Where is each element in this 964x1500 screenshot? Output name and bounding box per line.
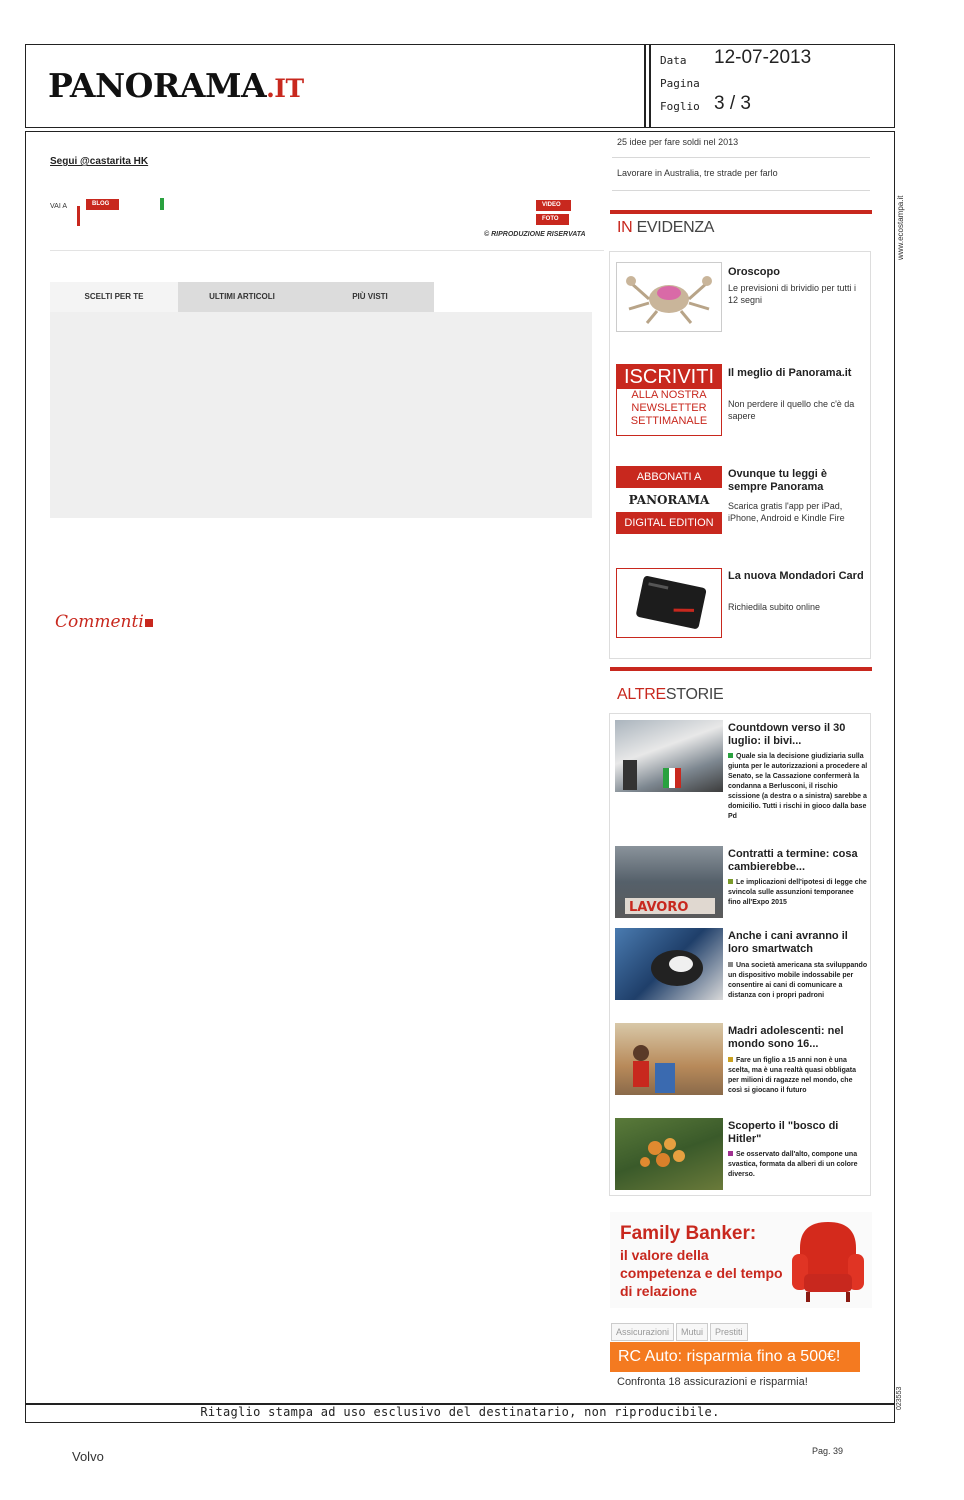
ad-subtitle: il valore della competenza e del tempo di relazione xyxy=(620,1247,783,1299)
data-label: Data xyxy=(660,54,687,67)
story-image[interactable] xyxy=(615,928,723,1000)
story-title[interactable]: Countdown verso il 30 luglio: il bivi... xyxy=(728,722,846,747)
divider xyxy=(612,157,870,158)
altre-storie-panel xyxy=(609,713,871,1196)
heading-rest: EVIDENZA xyxy=(636,219,715,236)
story-desc-text: Le implicazioni dell'ipotesi di legge che svincola sulle assunzioni temporanee fino all'Expo 2015 xyxy=(728,879,867,906)
confronta-text[interactable]: Confronta 18 assicurazioni e risparmia! xyxy=(617,1376,808,1388)
in-evidenza-panel xyxy=(609,251,871,659)
in-evidenza-heading xyxy=(617,219,714,237)
heading-red: IN xyxy=(617,219,633,236)
logo-suffix: .IT xyxy=(266,74,304,103)
bullet-icon xyxy=(728,962,733,967)
divider xyxy=(612,190,870,191)
data-value: 12-07-2013 xyxy=(714,47,812,68)
section-bar xyxy=(610,210,872,214)
story-desc xyxy=(728,961,868,1001)
flag-icon xyxy=(160,198,164,210)
evidenza-desc: Le previsioni di brividio per tutti i 12 segni xyxy=(728,283,857,305)
digital-edition-banner[interactable] xyxy=(616,466,722,538)
top-link[interactable]: 25 idee per fare soldi nel 2013 xyxy=(617,137,739,147)
iscriviti-text: ALLA NOSTRA xyxy=(631,389,707,401)
divider xyxy=(50,250,604,251)
section-bar xyxy=(610,667,872,671)
insurance-tabs xyxy=(611,1323,748,1341)
story-desc-text: Una società americana sta sviluppando un dispositivo mobile indossabile per consentire ai cani di comunicare a distanza con i propri padroni xyxy=(728,962,868,999)
iscriviti-text: NEWSLETTER xyxy=(631,402,707,414)
altre-storie-heading xyxy=(617,686,723,704)
page-number: Pag. 39 xyxy=(812,1446,844,1456)
tab-prestiti[interactable]: Prestiti xyxy=(710,1323,748,1341)
evidenza-title[interactable]: Oroscopo xyxy=(728,266,780,278)
story-title[interactable]: Anche i cani avranno il loro smartwatch xyxy=(728,930,848,955)
tab-assicurazioni[interactable]: Assicurazioni xyxy=(611,1323,674,1341)
foto-tag-button[interactable]: FOTO xyxy=(536,214,569,225)
story-desc xyxy=(728,878,868,908)
mondadori-card-image[interactable] xyxy=(616,568,722,638)
bullet-icon xyxy=(728,1151,733,1156)
story-desc-text: Se osservato dall'alto, compone una svastica, formata da alberi di un colore diverso. xyxy=(728,1151,858,1178)
abbonati-text: ABBONATI A xyxy=(616,466,722,488)
article-tabs xyxy=(50,282,592,312)
tab-content-area xyxy=(50,312,592,518)
square-icon xyxy=(145,619,153,627)
commenti-heading: Commenti xyxy=(55,612,144,632)
story-image[interactable] xyxy=(615,846,723,918)
story-image[interactable] xyxy=(615,1023,723,1095)
story-desc xyxy=(728,752,868,822)
bullet-icon xyxy=(728,753,733,758)
story-desc xyxy=(728,1150,868,1180)
evidenza-title[interactable]: Ovunque tu leggi è sempre Panorama xyxy=(728,468,828,493)
red-marker xyxy=(77,206,80,226)
story-title[interactable]: Madri adolescenti: nel mondo sono 16... xyxy=(728,1025,844,1050)
tab-piu-visti[interactable]: PIÙ VISTI xyxy=(306,282,434,312)
video-tag-button[interactable]: VIDEO xyxy=(536,200,571,211)
header-divider xyxy=(644,44,646,128)
evidenza-title[interactable]: La nuova Mondadori Card xyxy=(728,570,864,582)
top-link[interactable]: Lavorare in Australia, tre strade per farlo xyxy=(617,168,778,178)
story-title[interactable]: Scoperto il "bosco di Hitler" xyxy=(728,1120,839,1145)
tab-scelti-per-te[interactable]: SCELTI PER TE xyxy=(50,282,178,312)
foglio-value: 3 / 3 xyxy=(714,93,751,114)
story-title[interactable]: Contratti a termine: cosa cambierebbe... xyxy=(728,848,858,873)
tab-ultimi-articoli[interactable]: ULTIMI ARTICOLI xyxy=(178,282,306,312)
heading-rest: STORIE xyxy=(665,686,724,703)
riproduzione-riservata: © RIPRODUZIONE RISERVATA xyxy=(484,231,586,238)
clipping-code: 023553 xyxy=(896,1386,903,1410)
crab-image[interactable] xyxy=(616,262,722,332)
panorama-mini-logo: PANORAMA xyxy=(628,493,710,507)
story-desc-text: Fare un figlio a 15 anni non è una scelta, ma è una realtà quasi obbligata per milioni di ragazze nel mondo, che così si giocano il futuro xyxy=(728,1057,856,1094)
newsletter-banner[interactable] xyxy=(616,364,722,436)
evidenza-title[interactable]: Il meglio di Panorama.it xyxy=(728,367,852,379)
svg-text:LAVORO: LAVORO xyxy=(629,900,689,915)
tab-mutui[interactable]: Mutui xyxy=(676,1323,708,1341)
bullet-icon xyxy=(728,879,733,884)
story-image[interactable] xyxy=(615,720,723,792)
evidenza-desc: Scarica gratis l'app per iPad, iPhone, Android e Kindle Fire xyxy=(728,501,845,523)
footer-label: Volvo xyxy=(72,1449,104,1464)
abbonati-text: DIGITAL EDITION xyxy=(616,512,722,534)
ecostampa-url: www.ecostampa.it xyxy=(896,195,905,260)
bullet-icon xyxy=(728,1057,733,1062)
story-desc-text: Quale sia la decisione giudiziaria sulla giunta per le autorizzazioni a procedere al Senato, se la Cassazione confermerà la condanna a Berlusconi, il rischio scissione (a destra o a sinistra) sarebbe a domicilio. Tutti i rischi in gioco dalla base Pd xyxy=(728,753,868,820)
pagina-label: Pagina xyxy=(660,77,700,90)
iscriviti-text: SETTIMANALE xyxy=(630,415,708,427)
story-image[interactable] xyxy=(615,1118,723,1190)
foglio-label: Foglio xyxy=(660,100,700,113)
evidenza-desc: Non perdere il quello che c'è da sapere xyxy=(728,399,855,421)
ritaglio-notice: Ritaglio stampa ad uso esclusivo del destinatario, non riproducibile. xyxy=(200,1405,720,1419)
blog-tag-button[interactable]: BLOG xyxy=(86,199,119,210)
vai-a-label: VAI A xyxy=(50,203,67,210)
header-divider xyxy=(649,44,651,128)
panorama-logo xyxy=(48,66,304,105)
logo-main: PANORAMA xyxy=(48,66,267,105)
ad-title: Family Banker: xyxy=(620,1223,757,1244)
heading-red: ALTRE xyxy=(617,686,666,703)
evidenza-desc: Richiedila subito online xyxy=(728,602,821,612)
iscriviti-text: ISCRIVITI xyxy=(617,365,721,389)
twitter-follow-link[interactable]: Segui @castarita HK xyxy=(50,156,149,167)
rc-auto-banner[interactable]: RC Auto: risparmia fino a 500€! xyxy=(610,1342,860,1372)
story-desc xyxy=(728,1056,868,1096)
armchair-icon xyxy=(790,1218,866,1311)
